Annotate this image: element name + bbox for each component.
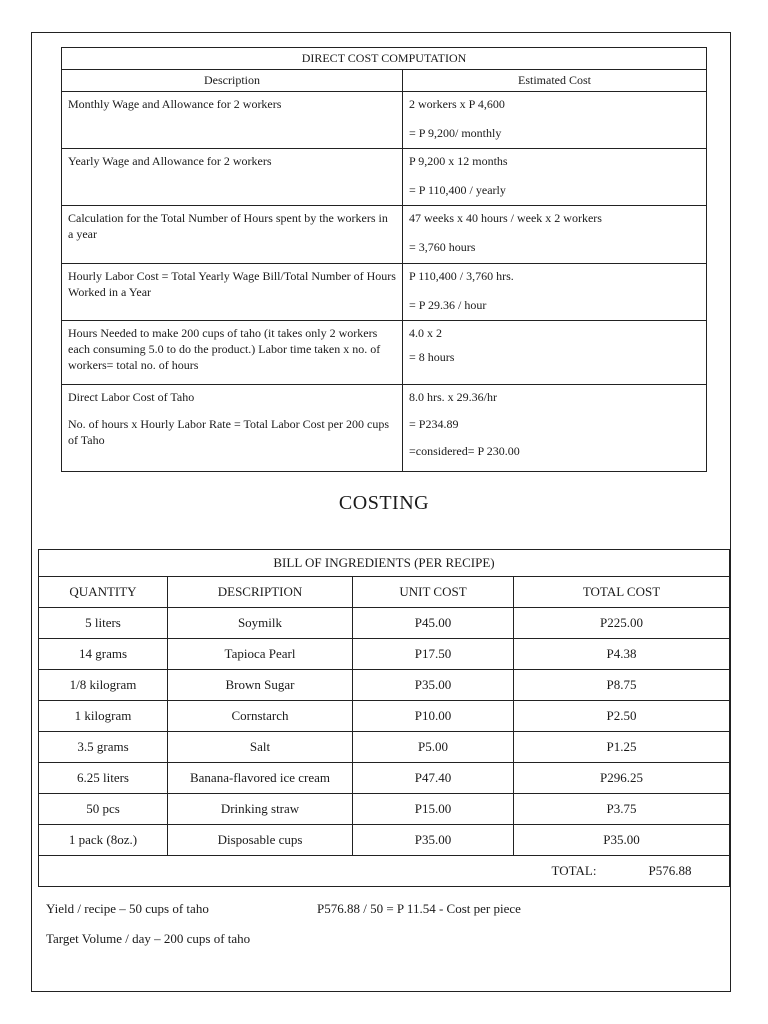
cost-line: 47 weeks x 40 hours / week x 2 workers (409, 211, 602, 225)
row-cost (403, 385, 707, 472)
cost-per-piece-text: P576.88 / 50 = P 11.54 - Cost per piece (317, 901, 521, 916)
description-cell: Tapioca Pearl (168, 639, 353, 670)
description-cell: Banana-flavored ice cream (168, 763, 353, 794)
table-row (39, 670, 730, 701)
yield-text: Yield / recipe – 50 cups of taho (46, 901, 209, 916)
cost-line: 8.0 hrs. x 29.36/hr (409, 390, 497, 404)
total-cost-cell: P1.25 (514, 732, 730, 763)
description-cell: Salt (168, 732, 353, 763)
cost-line: = 8 hours (409, 350, 455, 364)
bill-title: BILL OF INGREDIENTS (PER RECIPE) (39, 550, 730, 577)
table-row (62, 149, 707, 206)
unit-cost-cell: P35.00 (353, 670, 514, 701)
unit-cost-cell: P47.40 (353, 763, 514, 794)
quantity-cell: 1 kilogram (39, 701, 168, 732)
total-value: P576.88 (648, 863, 692, 878)
cost-line: = P 29.36 / hour (409, 298, 487, 312)
table-row (62, 385, 707, 472)
quantity-cell: 6.25 liters (39, 763, 168, 794)
table-row (62, 92, 707, 149)
unit-cost-cell: P15.00 (353, 794, 514, 825)
row-cost (403, 321, 707, 385)
direct-cost-title: DIRECT COST COMPUTATION (62, 48, 707, 70)
description-cell: Drinking straw (168, 794, 353, 825)
total-cost-cell: P225.00 (514, 608, 730, 639)
description-cell: Soymilk (168, 608, 353, 639)
row-cost (403, 206, 707, 264)
total-row (39, 856, 730, 887)
table-row (39, 794, 730, 825)
unit-cost-cell: P35.00 (353, 825, 514, 856)
unit-cost-cell: P5.00 (353, 732, 514, 763)
quantity-cell: 3.5 grams (39, 732, 168, 763)
row-description: Calculation for the Total Number of Hours spent by the workers in a year (62, 206, 403, 264)
table-row (39, 639, 730, 670)
unit-cost-header: UNIT COST (353, 577, 514, 608)
quantity-cell: 1/8 kilogram (39, 670, 168, 701)
total-cost-cell: P3.75 (514, 794, 730, 825)
col-description-header: Description (62, 70, 403, 92)
row-description: Yearly Wage and Allowance for 2 workers (62, 149, 403, 206)
row-cost (403, 149, 707, 206)
target-volume-text: Target Volume / day – 200 cups of taho (46, 931, 251, 946)
row-description: Hourly Labor Cost = Total Yearly Wage Bill/Total Number of Hours Worked in a Year (62, 264, 403, 321)
total-cell (514, 856, 730, 887)
table-row (62, 321, 707, 385)
total-cost-cell: P8.75 (514, 670, 730, 701)
description-cell: Cornstarch (168, 701, 353, 732)
quantity-cell: 50 pcs (39, 794, 168, 825)
cost-line: = P234.89 (409, 417, 459, 431)
table-row (62, 264, 707, 321)
cost-line: = P 9,200/ monthly (409, 126, 502, 140)
row-description (62, 385, 403, 472)
description-cell: Brown Sugar (168, 670, 353, 701)
table-row (39, 732, 730, 763)
cost-line: =considered= P 230.00 (409, 444, 520, 458)
total-label: TOTAL: (551, 863, 597, 878)
description-header: DESCRIPTION (168, 577, 353, 608)
col-estimated-header: Estimated Cost (403, 70, 707, 92)
bill-of-ingredients-table (38, 549, 730, 887)
description-cell: Disposable cups (168, 825, 353, 856)
row-description-line: No. of hours x Hourly Labor Rate = Total Labor Cost per 200 cups of Taho (68, 417, 389, 447)
table-row (62, 206, 707, 264)
cost-line: 2 workers x P 4,600 (409, 97, 505, 111)
unit-cost-cell: P10.00 (353, 701, 514, 732)
cost-line: = P 110,400 / yearly (409, 183, 506, 197)
cost-line: 4.0 x 2 (409, 326, 442, 340)
cost-line: = 3,760 hours (409, 240, 476, 254)
row-description: Hours Needed to make 200 cups of taho (it takes only 2 workers each consuming 5.0 to do the product.) Labor time taken x no. of workers= total no. of hours (62, 321, 403, 385)
quantity-cell: 5 liters (39, 608, 168, 639)
table-row (39, 701, 730, 732)
costing-heading: COSTING (338, 492, 430, 514)
row-description: Monthly Wage and Allowance for 2 workers (62, 92, 403, 149)
total-cost-cell: P35.00 (514, 825, 730, 856)
total-row-spacer (39, 856, 514, 887)
quantity-cell: 14 grams (39, 639, 168, 670)
unit-cost-cell: P45.00 (353, 608, 514, 639)
table-row (39, 608, 730, 639)
unit-cost-cell: P17.50 (353, 639, 514, 670)
total-cost-header: TOTAL COST (514, 577, 730, 608)
direct-cost-table (61, 47, 707, 472)
total-cost-cell: P4.38 (514, 639, 730, 670)
cost-line: P 110,400 / 3,760 hrs. (409, 269, 514, 283)
cost-line: P 9,200 x 12 months (409, 154, 508, 168)
row-cost (403, 92, 707, 149)
quantity-header: QUANTITY (39, 577, 168, 608)
total-cost-cell: P2.50 (514, 701, 730, 732)
quantity-cell: 1 pack (8oz.) (39, 825, 168, 856)
table-row (39, 763, 730, 794)
row-description-line: Direct Labor Cost of Taho (68, 390, 195, 404)
row-cost (403, 264, 707, 321)
table-row (39, 825, 730, 856)
total-cost-cell: P296.25 (514, 763, 730, 794)
